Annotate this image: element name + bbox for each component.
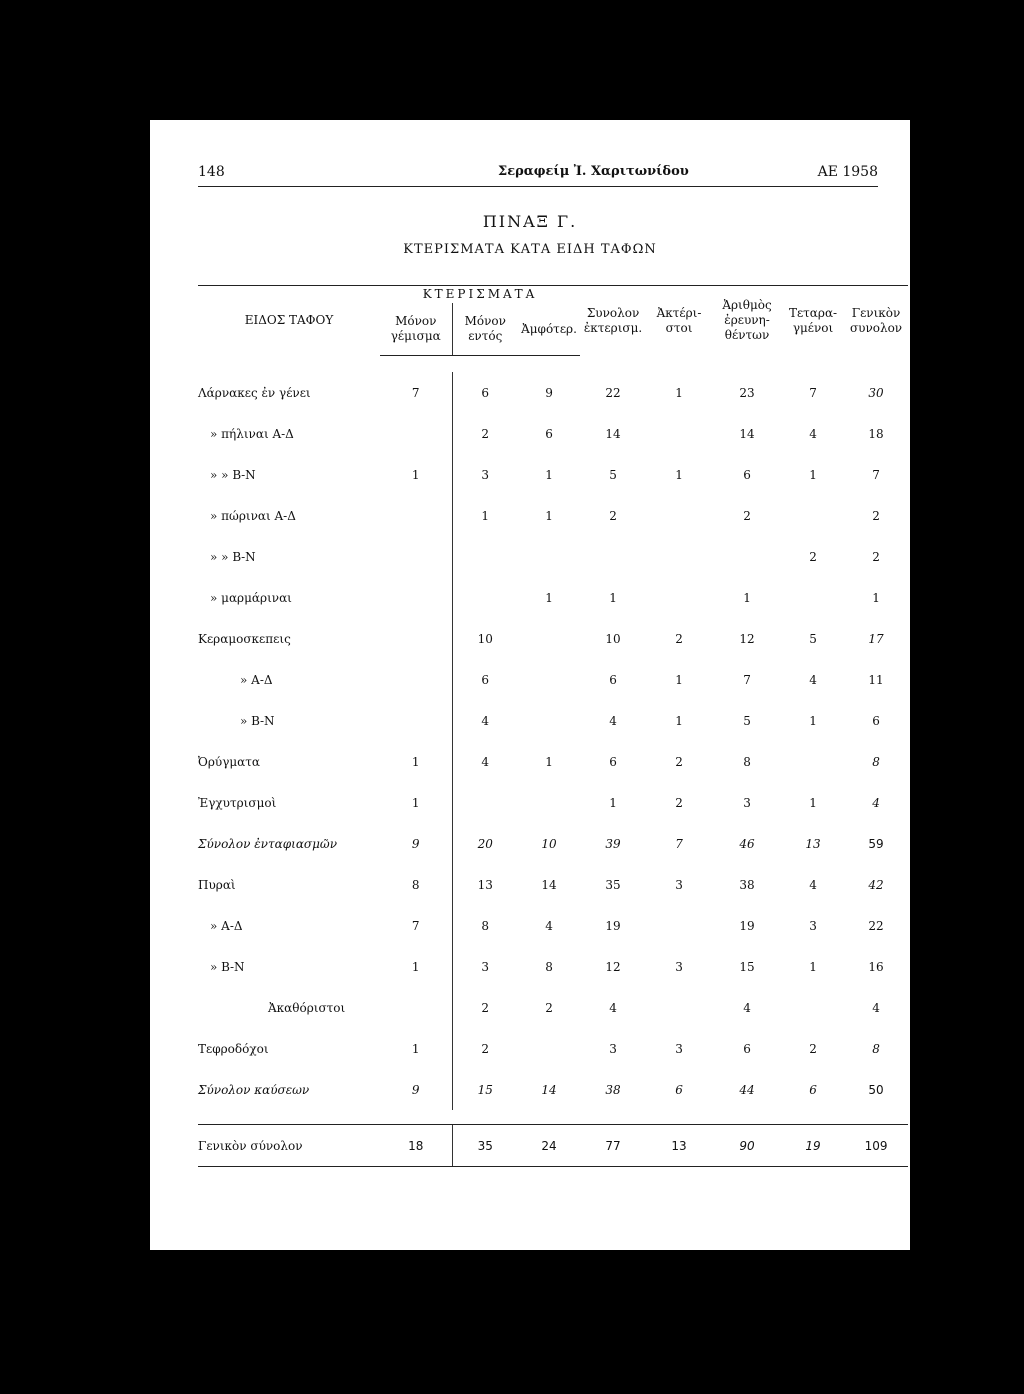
- cell: 4: [452, 741, 518, 782]
- col-header-total-built: Συνολον ἐκτερισμ.: [580, 286, 646, 356]
- journal-ref: ΑΕ 1958: [817, 164, 878, 180]
- cell: 1: [675, 467, 683, 482]
- cell: 3: [452, 946, 518, 987]
- cell: 8: [872, 754, 880, 769]
- row-label: Ἀκαθόριστοι: [268, 1000, 346, 1015]
- cell: [518, 659, 580, 700]
- table-row: [198, 618, 908, 659]
- cell: 18: [380, 1125, 452, 1167]
- cell: 2: [452, 413, 518, 454]
- table-row: [198, 905, 908, 946]
- cell: [380, 987, 452, 1028]
- cell: 16: [868, 959, 884, 974]
- cell: 2: [452, 987, 518, 1028]
- header-rule: [198, 186, 878, 187]
- table-row: [198, 413, 908, 454]
- col-header-both: Ἀμφότερ.: [518, 303, 580, 356]
- cell: 3: [452, 454, 518, 495]
- cell: 18: [868, 426, 884, 441]
- cell: 6: [609, 754, 617, 769]
- cell: 42: [868, 877, 884, 892]
- cell: 1: [411, 754, 420, 769]
- cell: 4: [545, 918, 553, 933]
- col-header-inside-only: Μόνον εντός: [452, 303, 518, 356]
- cell: 90: [712, 1125, 782, 1167]
- cell: 4: [609, 1000, 617, 1015]
- cell: 50: [868, 1082, 884, 1097]
- cell: 6: [452, 372, 518, 413]
- table-row: [198, 536, 908, 577]
- cell: [380, 536, 452, 577]
- cell: 22: [868, 918, 884, 933]
- row-label: Πυραὶ: [198, 877, 236, 892]
- table-row: [198, 987, 908, 1028]
- cell: 9: [545, 385, 553, 400]
- col-header-type: ΕΙΔΟΣ ΤΑΦΟΥ: [198, 286, 380, 356]
- row-label: Κεραμοσκεπεις: [198, 631, 291, 646]
- cell: 2: [545, 1000, 553, 1015]
- row-label: » Α-Δ: [240, 672, 273, 687]
- cell: 4: [809, 877, 817, 892]
- cell: 1: [675, 672, 683, 687]
- cell: [782, 987, 844, 1028]
- cell: 11: [868, 672, 884, 687]
- table-row: [198, 741, 908, 782]
- cell: 19: [739, 918, 755, 933]
- cell: [518, 618, 580, 659]
- cell: 14: [541, 1082, 557, 1097]
- cell: [646, 413, 712, 454]
- cell: [380, 618, 452, 659]
- cell: [782, 577, 844, 618]
- cell: 7: [872, 467, 880, 482]
- cell: 8: [545, 959, 553, 974]
- cell: 8: [411, 877, 420, 892]
- cell: 14: [605, 426, 621, 441]
- cell: 1: [411, 795, 420, 810]
- cell: 9: [411, 836, 420, 851]
- cell: 1: [545, 754, 553, 769]
- row-label: » Β-Ν: [210, 959, 245, 974]
- cell: [646, 495, 712, 536]
- cell: 1: [452, 495, 518, 536]
- cell: 2: [609, 508, 617, 523]
- cell: 2: [452, 1028, 518, 1069]
- cell: 1: [675, 385, 683, 400]
- cell: 6: [545, 426, 553, 441]
- cell: 4: [743, 1000, 751, 1015]
- cell: 12: [605, 959, 621, 974]
- cell: 15: [739, 959, 755, 974]
- table-row: [198, 700, 908, 741]
- cell: 38: [605, 1082, 621, 1097]
- cell: [518, 1028, 580, 1069]
- cell: 1: [809, 467, 817, 482]
- cell: [646, 987, 712, 1028]
- cell: 1: [545, 590, 553, 605]
- row-label: Σύνολον ἐνταφιασμῶν: [198, 836, 337, 851]
- col-header-unbuilt: Ἀκτέρι-στοι: [646, 286, 712, 356]
- col-header-explored: Ἀριθμὸς ἐρευνη-θέντων: [712, 286, 782, 356]
- cell: 6: [743, 1041, 751, 1056]
- cell: [452, 577, 518, 618]
- cell: 9: [411, 1082, 420, 1097]
- cell: 6: [809, 1082, 817, 1097]
- page-number: 148: [198, 164, 225, 180]
- row-label: » μαρμάριναι: [210, 590, 292, 605]
- cell: [646, 905, 712, 946]
- cell: 13: [805, 836, 821, 851]
- cell: 2: [872, 508, 880, 523]
- cell: 35: [605, 877, 621, 892]
- cell: 30: [868, 385, 884, 400]
- cell: [380, 495, 452, 536]
- row-label: » Α-Δ: [210, 918, 243, 933]
- cell: 13: [452, 864, 518, 905]
- cell: 23: [739, 385, 755, 400]
- cell: [380, 577, 452, 618]
- cell: 6: [743, 467, 751, 482]
- cell: 5: [809, 631, 817, 646]
- cell: [712, 536, 782, 577]
- cell: 14: [739, 426, 755, 441]
- cell: 1: [411, 959, 420, 974]
- cell: 2: [872, 549, 880, 564]
- cell: 7: [809, 385, 817, 400]
- cell: 38: [739, 877, 755, 892]
- table-row: [198, 577, 908, 618]
- cell: 19: [782, 1125, 844, 1167]
- row-label: » πώριναι Α-Δ: [210, 508, 296, 523]
- cell: 4: [809, 426, 817, 441]
- cell: [452, 782, 518, 823]
- cell: 20: [452, 823, 518, 864]
- cell: 35: [452, 1125, 518, 1167]
- table-row: [198, 659, 908, 700]
- cell: [518, 700, 580, 741]
- cell: [380, 659, 452, 700]
- row-label: Τεφροδόχοι: [198, 1041, 269, 1056]
- row-label: Ἐγχυτρισμοὶ: [198, 795, 277, 810]
- cell: 1: [743, 590, 751, 605]
- col-header-grand-total: Γενικὸν συνολον: [844, 286, 908, 356]
- cell: [518, 536, 580, 577]
- cell: 1: [809, 713, 817, 728]
- document-page: [150, 120, 910, 1250]
- cell: 1: [809, 795, 817, 810]
- cell: 8: [743, 754, 751, 769]
- cell: 8: [452, 905, 518, 946]
- cell: 15: [452, 1069, 518, 1110]
- running-title: Σεραφείμ Ἰ. Χαριτωνίδου: [498, 164, 689, 179]
- cell: 6: [609, 672, 617, 687]
- cell: 2: [809, 549, 817, 564]
- cell: 7: [675, 836, 683, 851]
- row-label: » » Β-Ν: [210, 467, 256, 482]
- cell: 3: [809, 918, 817, 933]
- row-label: Γενικὸν σύνολον: [198, 1125, 380, 1167]
- cell: 1: [411, 1041, 420, 1056]
- cell: 39: [605, 836, 621, 851]
- cell: 3: [675, 959, 683, 974]
- cell: 44: [739, 1082, 755, 1097]
- cell: 2: [675, 631, 683, 646]
- cell: [452, 536, 518, 577]
- cell: 4: [872, 1000, 880, 1015]
- cell: 3: [675, 877, 683, 892]
- table-row: [198, 372, 908, 413]
- cell: 24: [518, 1125, 580, 1167]
- cell: 4: [809, 672, 817, 687]
- cell: [646, 577, 712, 618]
- cell: 10: [541, 836, 557, 851]
- cell: 109: [844, 1125, 908, 1167]
- table-row: [198, 864, 908, 905]
- cell: [646, 536, 712, 577]
- table-row: [198, 1028, 908, 1069]
- cell: 2: [743, 508, 751, 523]
- row-label: Λάρνακες ἐν γένει: [198, 385, 311, 400]
- cell: 17: [868, 631, 884, 646]
- cell: [782, 495, 844, 536]
- data-table: [198, 285, 908, 1167]
- cell: 12: [739, 631, 755, 646]
- table-row: [198, 946, 908, 987]
- cell: 5: [609, 467, 617, 482]
- cell: 1: [545, 467, 553, 482]
- col-header-fill-only: Μόνον γέμισμα: [380, 303, 452, 356]
- col-header-disturbed: Τεταρα-γμένοι: [782, 286, 844, 356]
- cell: 6: [452, 659, 518, 700]
- row-label: » πήλιναι Α-Δ: [210, 426, 294, 441]
- cell: 6: [675, 1082, 683, 1097]
- cell: 1: [872, 590, 880, 605]
- cell: 6: [872, 713, 880, 728]
- cell: 7: [411, 918, 420, 933]
- cell: 1: [609, 590, 617, 605]
- cell: 3: [743, 795, 751, 810]
- table-row: [198, 495, 908, 536]
- cell: 3: [675, 1041, 683, 1056]
- cell: 10: [452, 618, 518, 659]
- cell: 19: [605, 918, 621, 933]
- cell: 3: [609, 1041, 617, 1056]
- cell: 46: [739, 836, 755, 851]
- cell: 22: [605, 385, 621, 400]
- col-group-header: ΚΤΕΡΙΣΜΑΤΑ: [380, 286, 580, 304]
- cell: 1: [545, 508, 553, 523]
- cell: 59: [868, 836, 884, 851]
- cell: 10: [605, 631, 621, 646]
- table-row: [198, 1069, 908, 1110]
- row-label: Σύνολον καύσεων: [198, 1082, 310, 1097]
- cell: [782, 741, 844, 782]
- row-label: » » Β-Ν: [210, 549, 256, 564]
- cell: 2: [675, 795, 683, 810]
- table-row: [198, 454, 908, 495]
- cell: 77: [580, 1125, 646, 1167]
- cell: [380, 700, 452, 741]
- cell: 1: [809, 959, 817, 974]
- cell: [580, 536, 646, 577]
- cell: 5: [743, 713, 751, 728]
- cell: [380, 413, 452, 454]
- cell: 4: [872, 795, 880, 810]
- cell: 7: [743, 672, 751, 687]
- cell: 4: [609, 713, 617, 728]
- row-label: » Β-Ν: [240, 713, 275, 728]
- cell: 1: [411, 467, 420, 482]
- table-title: ΠΙΝΑΞ Γ.: [482, 212, 578, 231]
- grand-total-row: [198, 1125, 908, 1167]
- cell: 7: [411, 385, 420, 400]
- cell: 8: [872, 1041, 880, 1056]
- cell: 1: [675, 713, 683, 728]
- cell: [518, 782, 580, 823]
- cell: 2: [675, 754, 683, 769]
- cell: 1: [609, 795, 617, 810]
- table-row: [198, 782, 908, 823]
- cell: 2: [809, 1041, 817, 1056]
- cell: 14: [541, 877, 557, 892]
- row-label: Ὀρύγματα: [198, 754, 261, 769]
- cell: 4: [452, 700, 518, 741]
- table-row: [198, 823, 908, 864]
- cell: 13: [646, 1125, 712, 1167]
- table-subtitle: ΚΤΕΡΙΣΜΑΤΑ ΚΑΤΑ ΕΙΔΗ ΤΑΦΩΝ: [403, 242, 657, 257]
